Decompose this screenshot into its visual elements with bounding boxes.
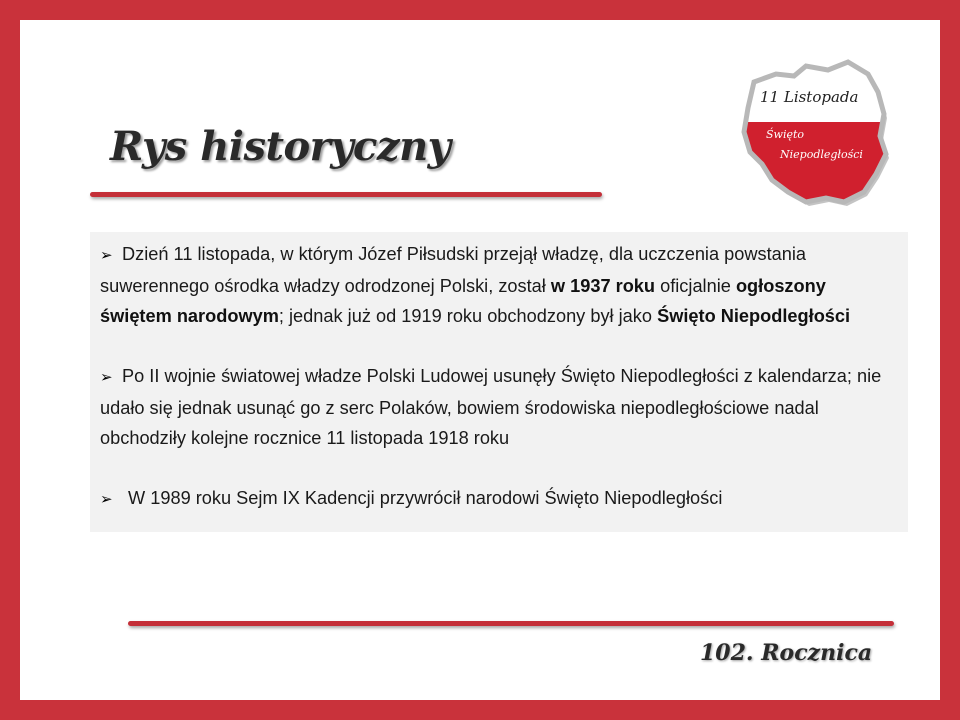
arrow-bullet-icon: ➢ xyxy=(100,247,113,264)
badge-independence-text: Niepodległości xyxy=(780,148,863,161)
bullet-1-text-b: oficjalnie xyxy=(655,276,736,296)
bullet-2 xyxy=(100,361,898,453)
bullet-1-text-c: ; jednak już od 1919 roku obchodzony był jako xyxy=(278,306,658,326)
history-panel xyxy=(90,232,908,532)
badge-date-text: 11 Listopada xyxy=(760,88,859,106)
bullet-1-text-a: Dzień 11 listopada, w którym Józef Piłsudski przejął władzę, dla uczczenia powstania suwerennego ośrodka władzy odrodzonej Polski, został xyxy=(100,244,807,296)
bullet-1-bold-year: w 1937 roku xyxy=(550,276,656,296)
badge-holiday-text: Święto xyxy=(766,128,805,141)
slide-title: Rys historyczny xyxy=(110,123,451,170)
bullet-2-text: Po II wojnie światowej władze Polski Ludowej usunęły Święto Niepodległości z kalendarza; nie udało się jednak usunąć go z serc Polaków, bowiem środowiska niepodległościowe nadal obchodziły kolejne rocznice 11 listopada 1918 roku xyxy=(100,366,882,448)
title-underline xyxy=(90,192,602,197)
anniversary-label: 102. Rocznica xyxy=(700,640,873,666)
bullet-1 xyxy=(100,239,898,331)
bullet-3-text: W 1989 roku Sejm IX Kadencji przywrócił narodowi Święto Niepodległości xyxy=(128,488,723,508)
footer-rule xyxy=(128,621,894,626)
arrow-bullet-icon: ➢ xyxy=(100,491,113,508)
arrow-bullet-icon: ➢ xyxy=(100,369,113,386)
independence-day-badge xyxy=(736,52,898,212)
bullet-3 xyxy=(100,483,898,515)
bullet-1-bold-name: Święto Niepodległości xyxy=(657,306,851,326)
bullet-1-bold-holiday: ogłoszony świętem narodowym xyxy=(100,276,826,326)
